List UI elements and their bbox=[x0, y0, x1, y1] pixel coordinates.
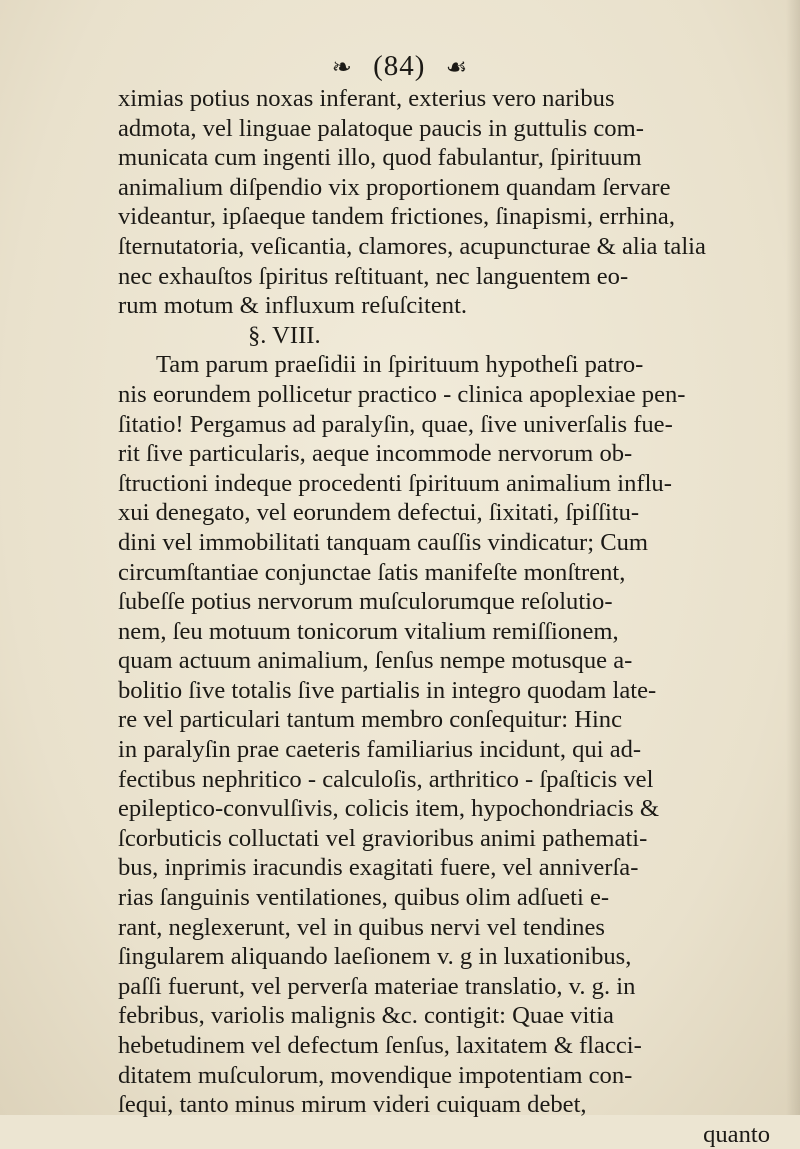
text-line: paſſi fuerunt, vel perverſa materiae translatio, v. g. in bbox=[118, 972, 636, 1000]
page-number: (84) bbox=[373, 50, 426, 82]
text-line: bolitio ſive totalis ſive partialis in integro quodam late- bbox=[118, 676, 657, 704]
page-edge-shadow bbox=[786, 0, 800, 1115]
text-line: ſequi, tanto minus mirum videri cuiquam debet, bbox=[118, 1091, 587, 1119]
text-line: ditatem muſculorum, movendique impotentiam con- bbox=[118, 1061, 633, 1089]
section-heading: §. VIII. bbox=[248, 321, 321, 349]
text-line: ſtructioni indeque procedenti ſpirituum animalium influ- bbox=[118, 469, 672, 497]
text-line: ſcorbuticis colluctati vel gravioribus animi pathemati- bbox=[118, 824, 648, 852]
text-line: ſternutatoria, veſicantia, clamores, acupuncturae & alia talia bbox=[118, 232, 706, 260]
text-line: re vel particulari tantum membro conſequitur: Hinc bbox=[118, 706, 623, 734]
text-line: xui denegato, vel eorundem defectui, ſixitati, ſpiſſitu- bbox=[118, 499, 640, 527]
text-line: ſubeſſe potius nervorum muſculorumque reſolutio- bbox=[118, 588, 613, 616]
text-line: in paralyſin prae caeteris familiarius incidunt, qui ad- bbox=[118, 736, 642, 764]
text-line: rit ſive particularis, aeque incommode nervorum ob- bbox=[118, 440, 633, 468]
ornament-right-icon: ☙ bbox=[445, 55, 469, 81]
text-line: rias ſanguinis ventilationes, quibus olim adſueti e- bbox=[118, 884, 610, 912]
text-line: ſitatio! Pergamus ad paralyſin, quae, ſive univerſalis fue- bbox=[118, 410, 673, 438]
text-line: admota, vel linguae palatoque paucis in guttulis com- bbox=[118, 114, 644, 142]
text-line: municata cum ingenti illo, quod fabulantur, ſpirituum bbox=[118, 144, 642, 172]
text-line: bus, inprimis iracundis exagitati fuere, vel anniverſa- bbox=[118, 854, 639, 882]
text-line: quam actuum animalium, ſenſus nempe motusque a- bbox=[118, 647, 633, 675]
text-line: Tam parum praeſidii in ſpirituum hypotheſi patro- bbox=[156, 351, 644, 379]
text-line: videantur, ipſaeque tandem frictiones, ſinapismi, errhina, bbox=[118, 203, 675, 231]
text-line: rum motum & influxum reſuſcitent. bbox=[118, 292, 468, 320]
text-line: ximias potius noxas inferant, exterius vero naribus bbox=[118, 85, 615, 112]
text-line: nem, ſeu motuum tonicorum vitalium remiſſionem, bbox=[118, 617, 619, 645]
text-line: hebetudinem vel defectum ſenſus, laxitatem & flacci- bbox=[118, 1032, 642, 1059]
running-header bbox=[0, 50, 800, 83]
ornament-left-icon: ❧ bbox=[331, 55, 353, 81]
text-line: fectibus nephritico - calculoſis, arthritico - ſpaſticis vel bbox=[118, 765, 654, 793]
text-line: rant, neglexerunt, vel in quibus nervi vel tendines bbox=[118, 913, 605, 941]
text-line: circumſtantiae conjunctae ſatis manifeſte monſtrent, bbox=[118, 558, 626, 586]
text-line: nis eorundem pollicetur practico - clinica apoplexiae pen- bbox=[118, 380, 686, 408]
text-line: febribus, variolis malignis &c. contigit: Quae vitia bbox=[118, 1002, 614, 1030]
text-line: ſingularem aliquando laeſionem v. g in luxationibus, bbox=[118, 943, 632, 971]
text-line: animalium diſpendio vix proportionem quandam ſervare bbox=[118, 173, 671, 201]
text-line: dini vel immobilitati tanquam cauſſis vindicatur; Cum bbox=[118, 528, 649, 556]
catchword: quanto bbox=[703, 1120, 770, 1148]
text-line: nec exhauſtos ſpiritus reſtituant, nec languentem eo- bbox=[118, 262, 629, 290]
text-line: epileptico-convulſivis, colicis item, hypochondriacis & bbox=[118, 795, 659, 823]
body-text bbox=[118, 84, 794, 1149]
